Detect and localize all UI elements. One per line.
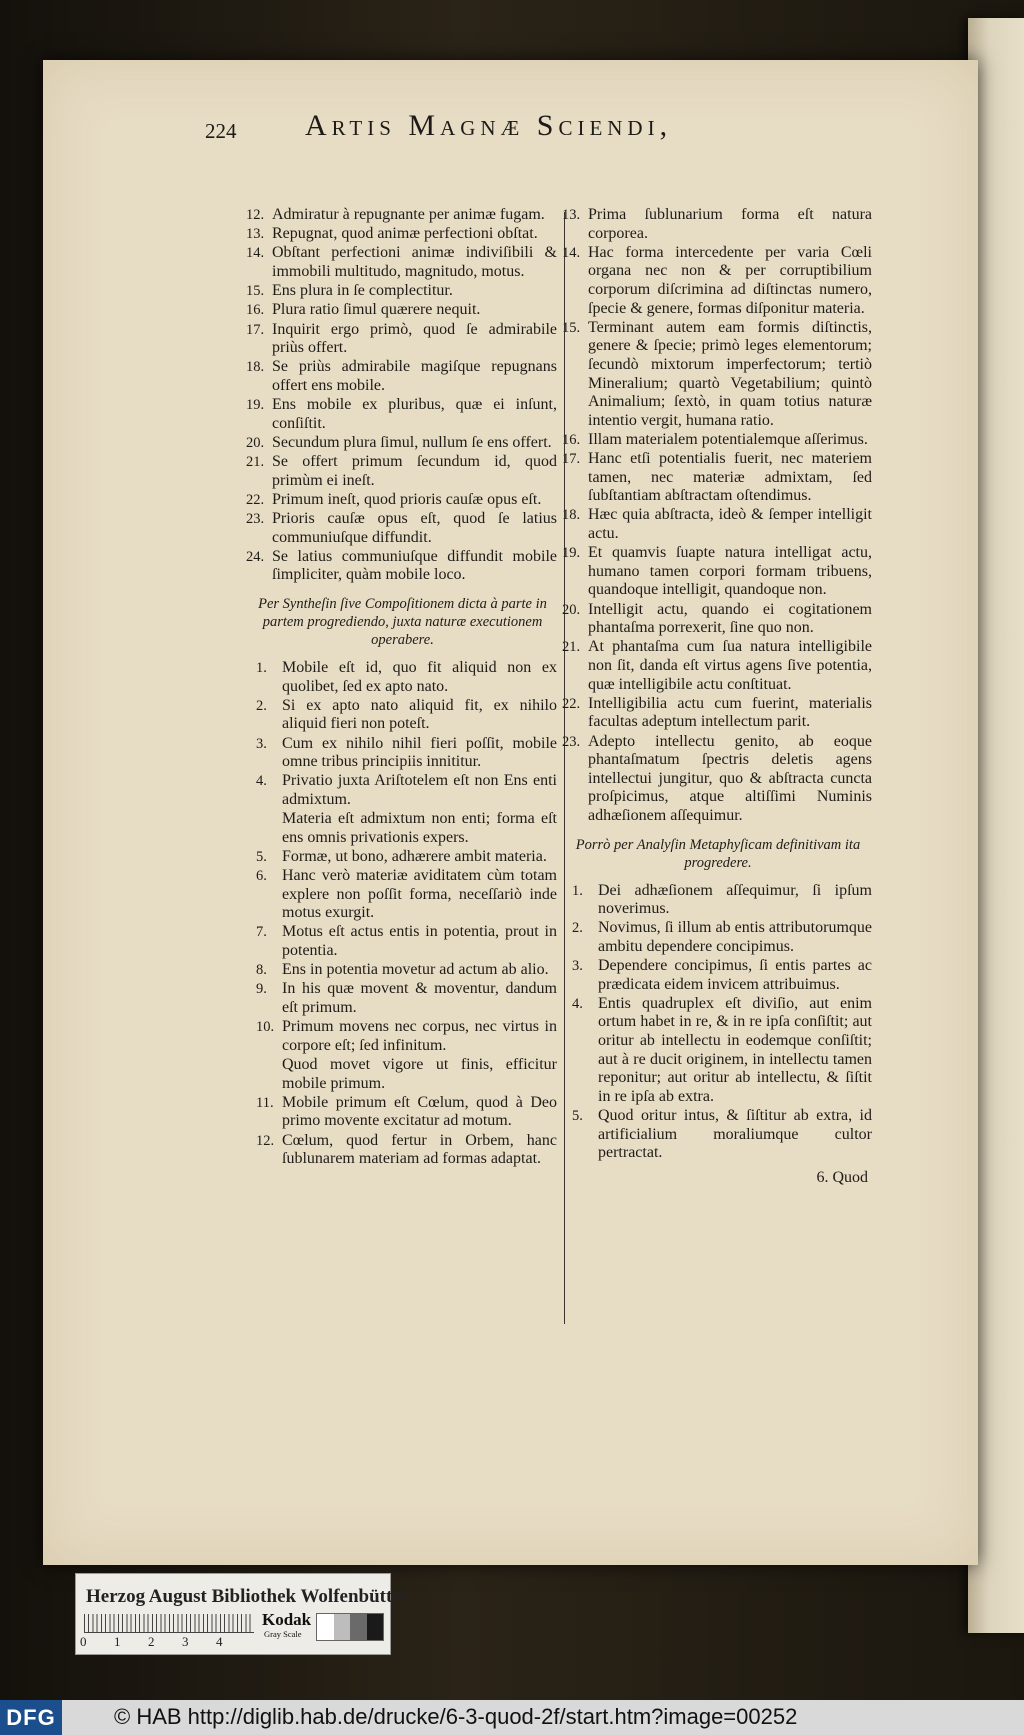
catchword: 6. Quod xyxy=(816,1168,868,1186)
list-item xyxy=(562,995,872,1107)
item-number: 2. xyxy=(572,920,583,937)
item-number: 16. xyxy=(562,431,581,448)
list-item xyxy=(246,697,557,734)
item-text: Mobile primum eſt Cœlum, quod à Deo primo movente excitatur ad motum. xyxy=(282,1093,557,1130)
list-item xyxy=(246,735,557,772)
item-number: 20. xyxy=(246,434,265,451)
ruler-label: 3 xyxy=(182,1634,189,1649)
footer-link-text[interactable]: © HAB http://diglib.hab.de/drucke/6-3-quod-2f/start.htm?image=00252 xyxy=(114,1704,798,1729)
item-number: 6. xyxy=(256,868,267,885)
item-number: 20. xyxy=(562,601,581,618)
item-text: Cum ex nihilo nihil fieri poſſit, mobile omne tribus principiis innititur. xyxy=(282,734,557,771)
list-item xyxy=(246,358,557,395)
kodak-label: Kodak xyxy=(262,1610,312,1629)
item-number: 22. xyxy=(562,695,581,712)
list-item xyxy=(246,980,557,1017)
item-number: 16. xyxy=(246,302,265,319)
item-text: Formæ, ut bono, adhærere ambit materia. xyxy=(282,847,547,865)
item-number: 17. xyxy=(562,451,581,468)
item-number: 4. xyxy=(256,773,267,790)
item-text: At phantaſma cum ſua natura intelligibile non ſit, danda eſt virtus agens ſive potentia, quæ intelligibile actu conſtituat. xyxy=(588,638,872,693)
item-text: In his quæ movent & moventur, dandum eſt primum. xyxy=(282,980,557,1017)
item-text: Obſtant perfectioni animæ indiviſibili & immobili multitudo, magnitudo, motus. xyxy=(272,244,557,280)
item-text: Dependere concipimus, ſi entis partes ac prædicata eidem invicem attribuimus. xyxy=(598,957,872,993)
item-number: 13. xyxy=(246,226,265,243)
list-item xyxy=(562,206,872,243)
color-calibration-bar xyxy=(75,1573,407,1655)
list-item xyxy=(246,282,557,301)
item-text: Repugnat, quod animæ perfectioni obſtat. xyxy=(272,225,538,243)
list-item xyxy=(246,1094,557,1131)
item-text: Si ex apto nato aliquid fit, ex nihilo aliquid fieri non poteſt. xyxy=(282,696,557,733)
item-text: Mobile eſt id, quo fit aliquid non ex quolibet, ſed ex apto nato. xyxy=(282,659,557,695)
ruler-label: 1 xyxy=(114,1634,121,1649)
list-item xyxy=(246,1056,557,1093)
item-text: Secundum plura ſimul, nullum ſe ens offert. xyxy=(272,433,552,451)
list-item xyxy=(246,1132,557,1169)
item-number: 12. xyxy=(256,1132,275,1149)
page-number: 224 xyxy=(205,119,237,143)
list-item xyxy=(562,506,872,543)
item-text: Admiratur à repugnante per animæ fugam. xyxy=(272,206,545,223)
item-number: 24. xyxy=(246,548,265,565)
list-item xyxy=(246,548,557,585)
item-number: 3. xyxy=(572,958,583,975)
gray-patch xyxy=(334,1614,351,1640)
list-item xyxy=(562,244,872,318)
right-entries-a xyxy=(562,206,872,826)
item-number: 21. xyxy=(246,454,265,471)
item-number: 17. xyxy=(246,321,265,338)
list-item xyxy=(246,867,557,923)
item-text: Quod oritur intus, & ſiſtitur ab extra, id artificialium moraliumque cultor pertractat. xyxy=(598,1107,872,1162)
item-text: Intelligit actu, quando ei cogitationem phantaſma porrexerit, ſine quo non. xyxy=(588,600,872,637)
list-item xyxy=(562,638,872,694)
gray-patch xyxy=(350,1614,367,1640)
list-item xyxy=(246,244,557,281)
right-column xyxy=(562,206,872,1187)
dfg-logo: DFG xyxy=(0,1700,62,1735)
item-number: 14. xyxy=(246,245,265,262)
list-item xyxy=(562,601,872,638)
item-text: Primum movens nec corpus, nec virtus in corpore eſt; ſed infinitum. xyxy=(282,1018,557,1054)
list-item xyxy=(246,396,557,433)
item-number: 15. xyxy=(562,319,581,336)
item-text: Cœlum, quod fertur in Orbem, hanc ſublunarem materiam ad formas adaptat. xyxy=(282,1131,557,1168)
ruler-label: 2 xyxy=(148,1634,155,1649)
list-item xyxy=(562,319,872,431)
item-text: Hac forma intercedente per varia Cœli organa nec non & per corruptibilium corporum diſcrimina ad diſtinctas numero, ſpecie & genere, formas diſponitur materia. xyxy=(588,243,872,317)
list-item xyxy=(246,434,557,453)
item-text: Et quamvis ſuapte natura intelligat actu, humano tamen corpori formam tribuens, quandoque intelligit, quandoque non. xyxy=(588,544,872,599)
item-text: Dei adhæſionem aſſequimur, ſi ipſum noverimus. xyxy=(598,881,872,918)
list-item xyxy=(246,321,557,358)
list-item xyxy=(246,1018,557,1055)
item-text: Entis quadruplex eſt diviſio, aut enim ortum habet in re, & in re ipſa conſiſtit; aut oritur ab intellectu in eodemque conſiſtit; aut à re ducit originem, in intellectu tamen reponitur; aut oritur ab intellectu, & ſiſtit in re ipſa ab extra. xyxy=(598,994,872,1105)
item-text: Illam materialem potentialemque aſſerimus. xyxy=(588,430,868,448)
item-text: Se offert primum ſecundum id, quod primùm ei ineſt. xyxy=(272,453,557,489)
list-item xyxy=(562,695,872,732)
list-item xyxy=(246,923,557,960)
list-item xyxy=(562,450,872,506)
item-text: Intelligibilia actu cum fuerint, materialis facultas adeptum intellectum parit. xyxy=(588,694,872,731)
item-number: 19. xyxy=(562,545,581,562)
item-number: 3. xyxy=(256,735,267,752)
right-entries-b xyxy=(562,882,872,1163)
list-item xyxy=(246,301,557,320)
list-item xyxy=(246,510,557,547)
list-item xyxy=(246,810,557,847)
item-text: Prima ſublunarium forma eſt natura corporea. xyxy=(588,206,872,242)
item-number: 4. xyxy=(572,995,583,1012)
item-number: 23. xyxy=(246,511,265,528)
item-text: Hæc quia abſtracta, ideò & ſemper intelligit actu. xyxy=(588,506,872,543)
item-text: Ens plura in ſe complectitur. xyxy=(272,282,453,300)
item-number: 13. xyxy=(562,207,581,223)
list-item xyxy=(562,544,872,600)
item-number: 10. xyxy=(256,1019,275,1036)
item-text: Quod movet vigore ut finis, efficitur mobile primum. xyxy=(282,1056,557,1092)
gray-patch xyxy=(367,1614,384,1640)
item-number: 12. xyxy=(246,207,265,223)
gray-patch xyxy=(317,1614,334,1640)
item-number: 21. xyxy=(562,639,581,656)
item-number: 18. xyxy=(246,359,265,376)
item-number: 14. xyxy=(562,244,581,261)
item-text: Adepto intellectu genito, ab eoque phantaſmatum ſpectris deletis agens intellectui jungitur, quo & abſtracta cuncta proſpicimus, atque altiſſimi Numinis adhæſionem aſſequimur. xyxy=(588,732,872,824)
item-text: Materia eſt admixtum non enti; forma eſt ens omnis privationis expers. xyxy=(282,810,557,846)
list-item xyxy=(562,431,872,450)
item-text: Privatio juxta Ariſtotelem eſt non Ens enti admixtum. xyxy=(282,772,557,808)
list-item xyxy=(246,453,557,490)
list-item xyxy=(562,919,872,956)
left-entries-b xyxy=(246,659,557,1169)
list-item xyxy=(246,491,557,510)
item-number: 5. xyxy=(572,1108,583,1125)
item-text: Plura ratio ſimul quærere nequit. xyxy=(272,301,481,319)
item-number: 18. xyxy=(562,507,581,524)
item-text: Se latius communiuſque diffundit mobile ſimpliciter, quàm mobile loco. xyxy=(272,547,557,584)
item-text: Motus eſt actus entis in potentia, prout in potentia. xyxy=(282,923,557,960)
item-number: 2. xyxy=(256,697,267,714)
item-text: Ens in potentia movetur ad actum ab alio. xyxy=(282,961,549,979)
item-number: 7. xyxy=(256,924,267,941)
gray-scale-patches xyxy=(316,1613,384,1641)
item-number: 15. xyxy=(246,283,265,300)
right-section-heading: Porrò per Analyſin Metaphyſicam definitivam ita progredere. xyxy=(575,836,861,871)
left-entries-a xyxy=(246,206,557,585)
item-number: 9. xyxy=(256,981,267,998)
item-number: 8. xyxy=(256,962,267,979)
item-number: 1. xyxy=(572,882,583,899)
item-number: 11. xyxy=(256,1094,274,1111)
page-header xyxy=(205,109,765,149)
item-text: Hanc etſi potentialis fuerit, nec materiem tamen, nec materiæ admixtam, ſed ſubſtantiam abſtractam oſtendimus. xyxy=(588,450,872,505)
list-item xyxy=(246,206,557,225)
gray-scale-label: Gray Scale xyxy=(264,1629,302,1639)
item-text: Prioris cauſæ opus eſt, quod ſe latius communiuſque diffundit. xyxy=(272,510,557,546)
item-text: Terminant autem eam formis diſtinctis, genere & ſpecie; primò leges elementorum; ſecundò mixtorum imperfectorum; tertiò Mineralium; quartò Vegetabilium; quintò Animalium; ſextò, in quam totius naturæ intentio vergit, humana ratio. xyxy=(588,318,872,429)
library-label: Herzog August Bibliothek Wolfenbüttel xyxy=(86,1586,407,1607)
list-item xyxy=(562,957,872,994)
scale-ruler xyxy=(84,1614,254,1633)
item-text: Hanc verò materiæ aviditatem cùm totam explere non poſſit forma, neceſſariò inde motus exurgit. xyxy=(282,867,557,922)
item-text: Se priùs admirabile magiſque repugnans offert ens mobile. xyxy=(272,358,557,394)
ruler-label: 4 xyxy=(216,1634,223,1649)
list-item xyxy=(562,1107,872,1163)
item-number: 23. xyxy=(562,733,581,750)
item-number: 19. xyxy=(246,397,265,414)
list-item xyxy=(562,882,872,919)
list-item xyxy=(246,961,557,980)
left-section-heading: Per Syntheſin ſive Compoſitionem dicta à parte in partem progrediendo, juxta naturæ executionem operabere. xyxy=(258,596,547,648)
item-number: 1. xyxy=(256,660,267,676)
list-item xyxy=(246,659,557,696)
list-item xyxy=(562,733,872,826)
ruler-label: 0 xyxy=(80,1634,87,1649)
item-text: Novimus, ſi illum ab entis attributorumque ambitu dependere concipimus. xyxy=(598,919,872,955)
left-column xyxy=(246,206,557,1169)
item-text: Ens mobile ex pluribus, quæ ei inſunt, conſiſtit. xyxy=(272,396,557,432)
item-text: Primum ineſt, quod prioris cauſæ opus eſt. xyxy=(272,490,542,508)
viewer-footer xyxy=(0,1700,1024,1735)
item-number: 22. xyxy=(246,491,265,508)
list-item xyxy=(246,772,557,809)
list-item xyxy=(246,225,557,244)
running-title: Artis Magnæ Sciendi, xyxy=(305,109,673,142)
item-text: Inquirit ergo primò, quod ſe admirabile priùs offert. xyxy=(272,320,557,357)
list-item xyxy=(246,848,557,867)
item-number: 5. xyxy=(256,848,267,865)
